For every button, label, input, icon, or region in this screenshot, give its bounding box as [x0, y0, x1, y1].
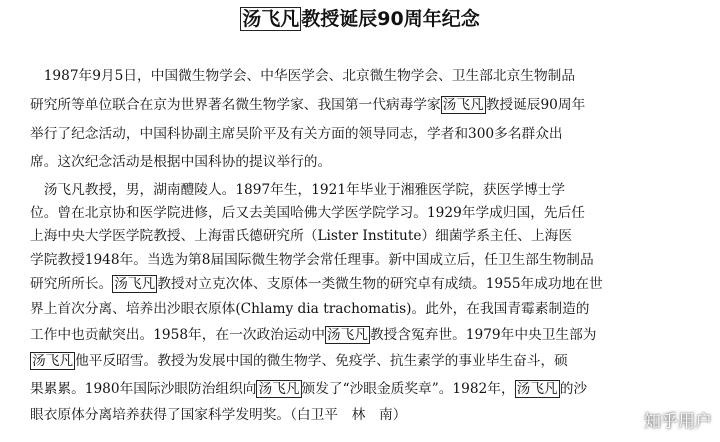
- text-line: 研究所等单位联合在京为世界著名微生物学家、我国第一代病毒学家 汤飞凡 教授诞辰90周年: [30, 97, 586, 113]
- text-line: 研究所所长。 汤飞凡 教授对立克次体、支原体一类微生物的研究卓有成绩。1955年成功地在世: [30, 276, 603, 292]
- text-line: 席。这次纪念活动是根据中国科协的提议举行的。: [30, 154, 332, 170]
- highlighted-name: 汤飞凡: [242, 8, 300, 30]
- text-line: 界上首次分离、培养出沙眼衣原体(Chlamy dia trachomatis)。此外，在我国青霉素制造的: [30, 301, 590, 317]
- text-line: 举行了纪念活动，中国科协副主席吴阶平及有关方面的领导同志，学者和300多名群众出: [30, 126, 563, 142]
- text-line: 上海中央大学医学院教授、上海雷氏德研究所（Lister Institute）细菌学系主任、上海医: [30, 228, 573, 244]
- text-line: 眼衣原体分离培养获得了国家科学发明奖。（白卫平 林 南）: [30, 407, 407, 423]
- text-line: 1987年9月5日，中国微生物学会、中华医学会、北京微生物学会、卫生部北京生物制品: [30, 68, 576, 84]
- text-line: 工作中也贡献突出。1958年，在一次政治运动中 汤飞凡 教授含冤弃世。1979年中央卫生部为: [30, 327, 597, 343]
- text-line: 位。曾在北京协和医学院进修，后又去美国哈佛大学医学院学习。1929年学成归国，先后任: [30, 205, 585, 221]
- highlighted-name: 汤飞凡: [326, 327, 368, 343]
- article-title: [0, 6, 720, 32]
- text-line: 学院教授1948年。当选为第8届国际微生物学会常任理事。新中国成立后，任卫生部生物制品: [30, 252, 594, 268]
- highlighted-name: 汤飞凡: [516, 381, 558, 397]
- text-line: 汤飞凡 他平反昭雪。教授为发展中国的微生物学、免疫学、抗生素学的事业毕生奋斗，硕: [32, 353, 568, 369]
- highlighted-name: 汤飞凡: [114, 276, 156, 292]
- text-line: 果累累。1980年国际沙眼防治组织向 汤飞凡 颁发了“沙眼金质奖章”。1982年， 汤飞凡 的沙: [30, 381, 588, 397]
- highlighted-name: 汤飞凡: [442, 97, 484, 113]
- highlighted-name: 汤飞凡: [258, 381, 300, 397]
- zhihu-watermark: 知乎用户: [644, 412, 712, 432]
- title-suffix: 教授诞辰90周年纪念: [301, 8, 480, 30]
- text-line: 汤飞凡教授，男，湖南醴陵人。1897年生，1921年毕业于湘雅医学院，获医学博士学: [30, 182, 566, 198]
- highlighted-name: 汤飞凡: [32, 353, 74, 369]
